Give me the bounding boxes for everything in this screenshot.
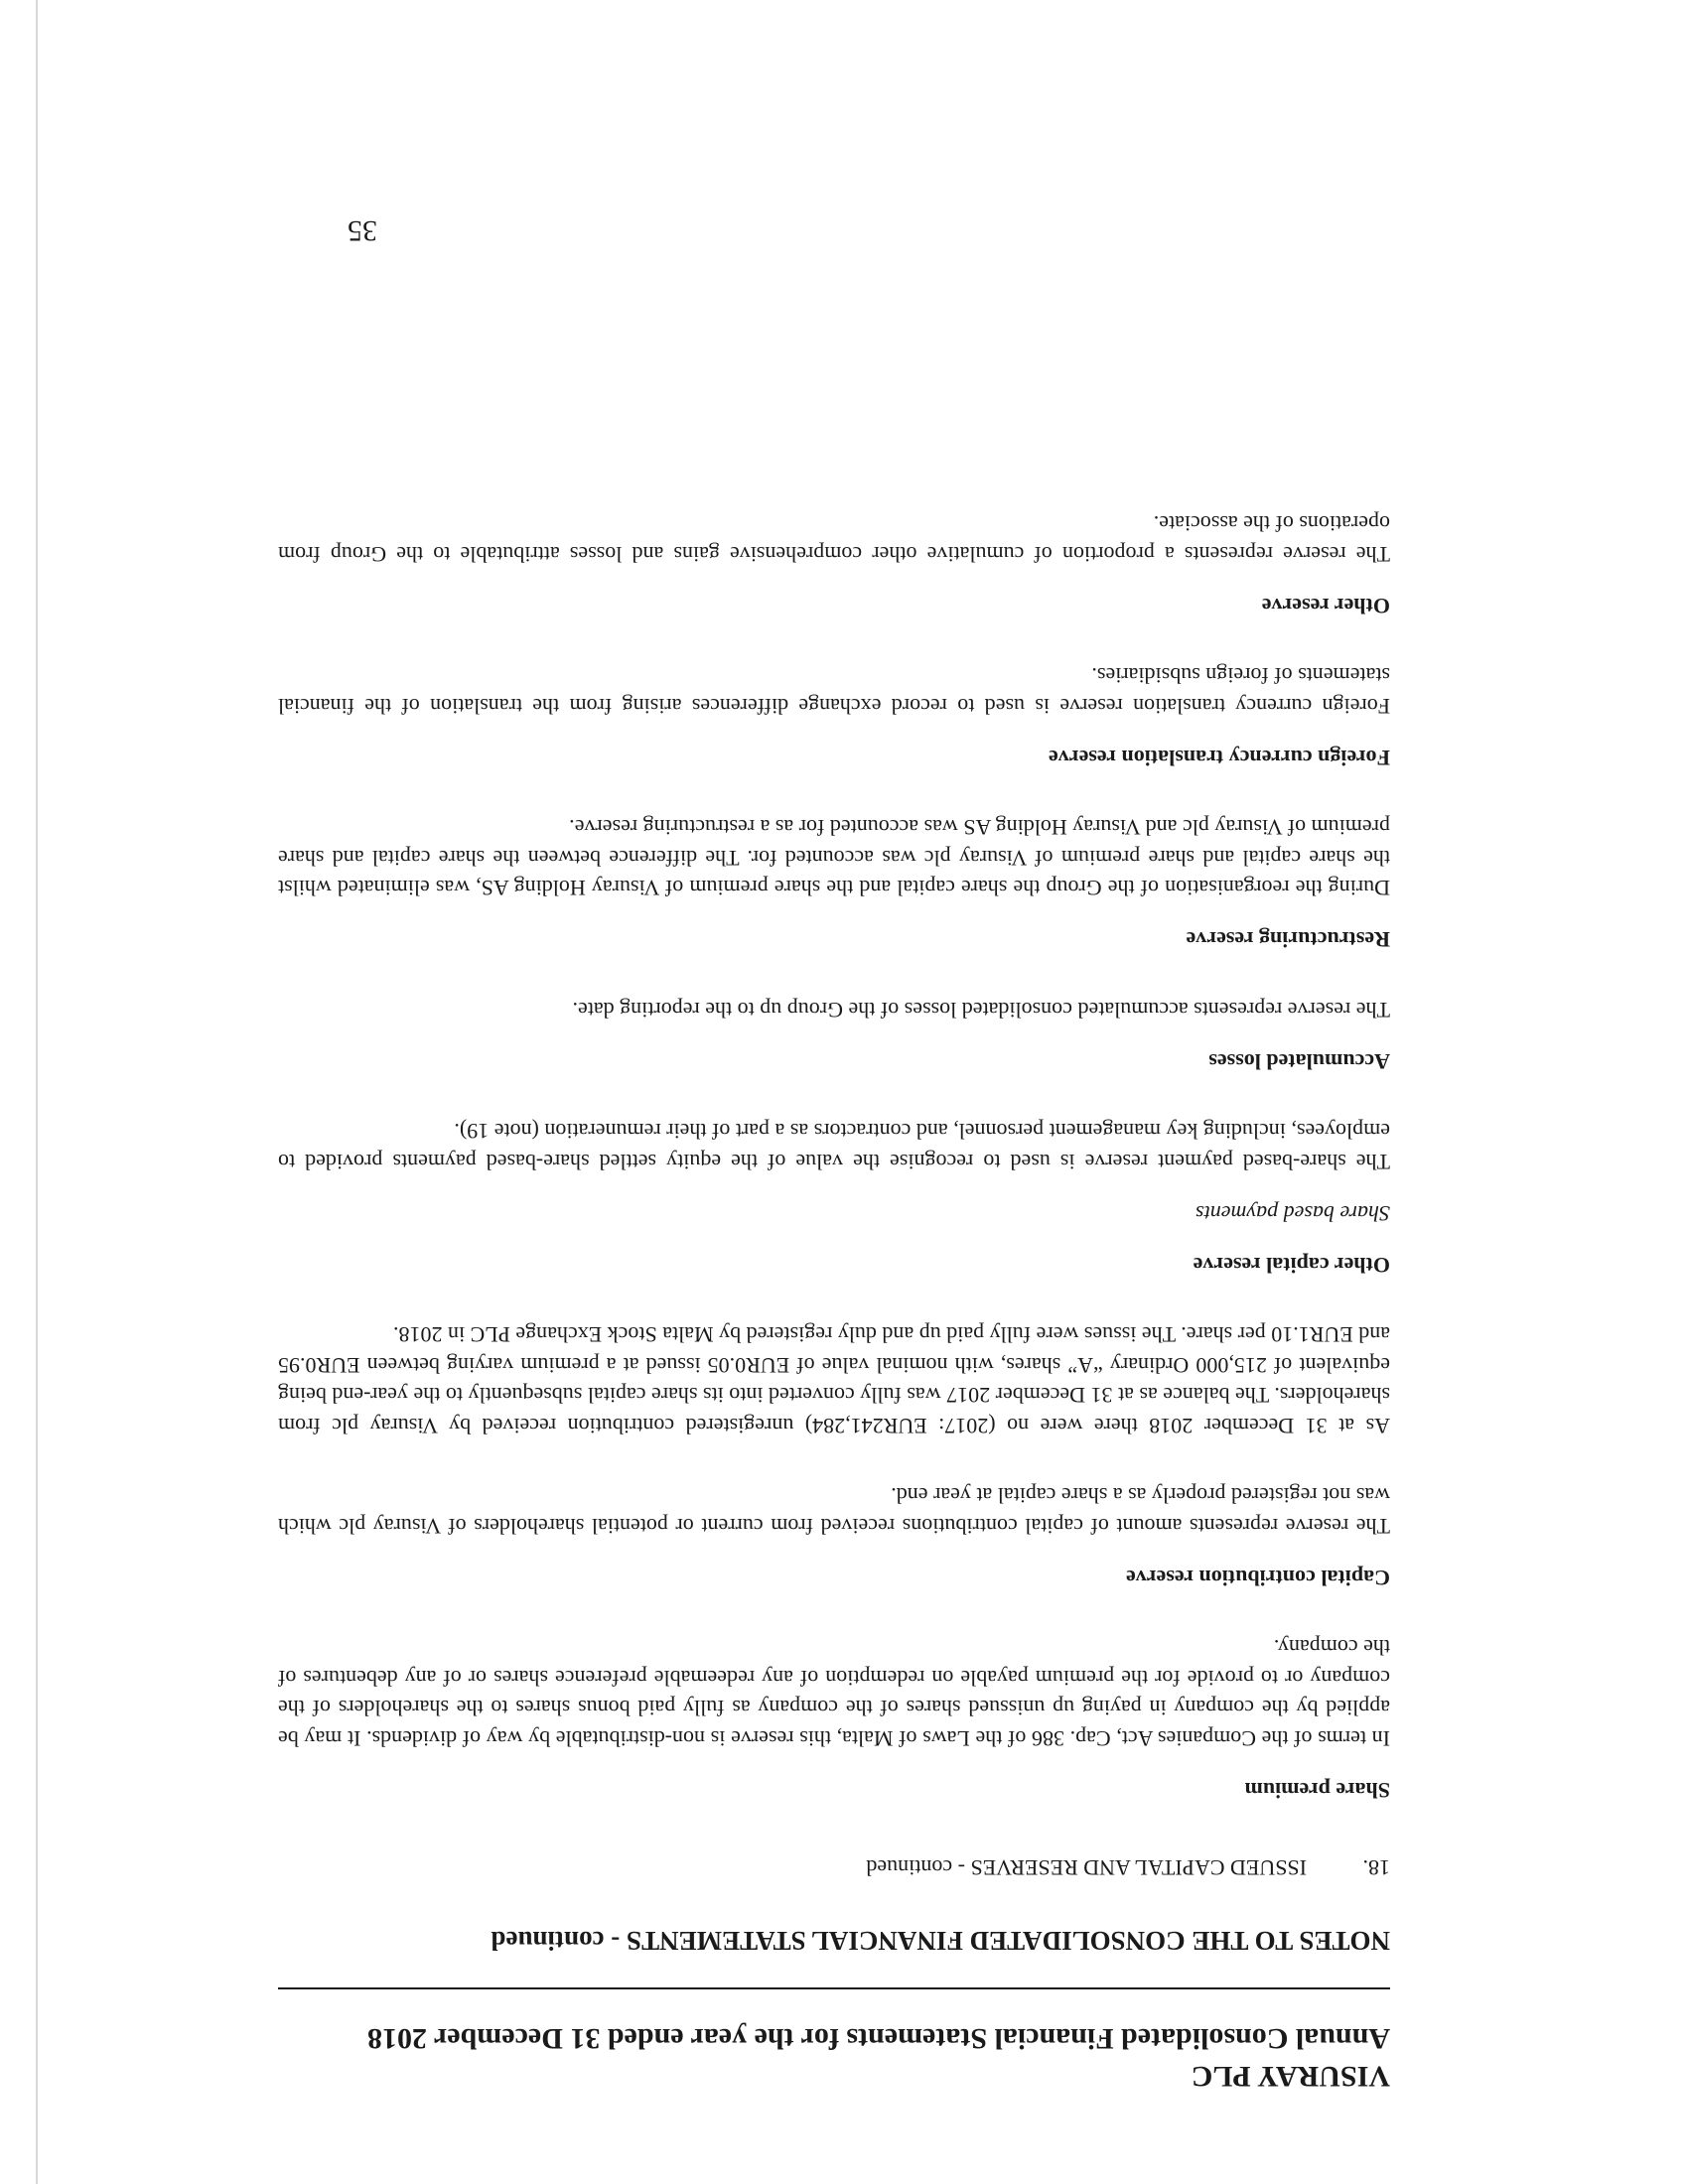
section-heading-restructuring: Restructuring reserve: [1186, 927, 1390, 953]
scan-edge: [36, 0, 38, 2184]
note-title-text: ISSUED CAPITAL AND RESERVES - continued: [866, 1855, 1307, 1880]
section-heading-other-capital: Other capital reserve: [1193, 1253, 1390, 1278]
paragraph-accumulated-losses: The reserve represents accumulated consolidated losses of the Group up to the reporting date.: [572, 998, 1390, 1023]
section-heading-capital-contribution: Capital contribution reserve: [1125, 1566, 1390, 1590]
note-title: [278, 1852, 1390, 1882]
subheading-share-based-payments: Share based payments: [1196, 1201, 1390, 1226]
notes-heading: NOTES TO THE CONSOLIDATED FINANCIAL STATEMENTS - continued: [491, 1926, 1390, 1956]
paragraph-share-premium: In terms of the Companies Act, Cap. 386 of the Laws of Malta, this reserve is non-distributable by way of dividends. It may be applied by the company in paying up unissued shares of the company as fully paid bonus shares to the shareholders of the company or to provide for the premium payable on redemption of any redeemable preference shares or of any debentures of the company.: [278, 1635, 1390, 1751]
header-rule: [278, 1987, 1390, 1989]
paragraph-capital-contribution-1: The reserve represents amount of capital contributions received from current or potential shareholders of Visuray plc which was not registered properly as a share capital at year end.: [278, 1483, 1390, 1539]
page-number: 35: [348, 214, 377, 247]
document-title: Annual Consolidated Financial Statements for the year ended 31 December 2018: [367, 2022, 1390, 2055]
section-heading-other-reserve: Other reserve: [1261, 594, 1390, 618]
section-heading-accumulated-losses: Accumulated losses: [1208, 1049, 1390, 1074]
paragraph-share-based-payments: The share-based payment reserve is used to recognise the value of the equity settled share-based payments provided to employees, including key management personnel, and contractors as a part of their remuneration (note 19).: [278, 1119, 1390, 1174]
paragraph-capital-contribution-2: As at 31 December 2018 there were no (2017: EUR241,284) unregistered contribution received by Visuray plc from shareholders. The balance as at 31 December 2017 was fully converted into its share capital subsequently to the year-end being equivalent of 215,000 Ordinary “A” shares, with nominal value of EUR0.05 issued at a premium varying between EUR0.95 and EUR1.10 per share. The issues were fully paid up and duly registered by Malta Stock Exchange PLC in 2018.: [278, 1322, 1390, 1438]
document-body: [278, 469, 1390, 2095]
company-name: VISURAY PLC: [1191, 2060, 1390, 2093]
paragraph-other-reserve: The reserve represents a proportion of cumulative other comprehensive gains and losses attributable to the Group from operations of the associate.: [278, 511, 1390, 567]
paragraph-foreign-currency: Foreign currency translation reserve is used to record exchange differences arising from the translation of the financial statements of foreign subsidiaries.: [278, 663, 1390, 719]
section-heading-share-premium: Share premium: [1244, 1778, 1390, 1803]
note-number: 18.: [1362, 1855, 1390, 1880]
section-heading-foreign-currency: Foreign currency translation reserve: [1049, 746, 1390, 770]
paragraph-restructuring: During the reorganisation of the Group the share capital and the share premium of Visuray Holding AS, was eliminated whilst the share capital and share premium of Visuray plc was accounted for. The difference between the share capital and share premium of Visuray plc and Visuray Holding AS was accounted for as a restructuring reserve.: [278, 815, 1390, 901]
